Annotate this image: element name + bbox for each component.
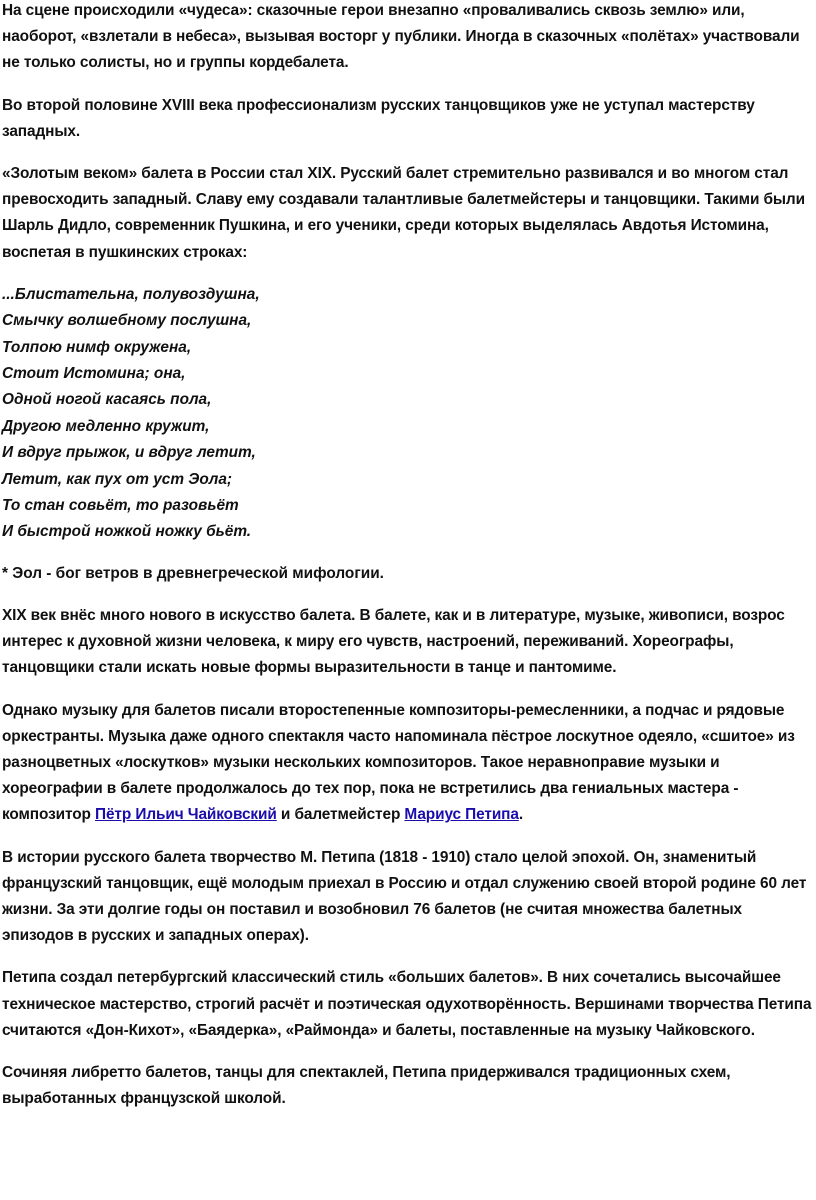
footnote-eol: * Эол - бог ветров в древнегреческой мифологии. — [2, 564, 384, 582]
paragraph-text: и балетмейстер — [276, 806, 405, 824]
poem-line: И быстрой ножкой ножку бьёт. — [2, 523, 252, 541]
poem-istomina — [2, 282, 814, 546]
paragraph-19th-century-new: XIX век внёс много нового в искусство балета. В балете, как и в литературе, музыке, живописи, возрос интерес к духовной жизни человека, к миру его чувств, настроений, переживаний. Хореографы, танцовщики стали искать новые формы выразительности в танце и пантомиме. — [2, 606, 785, 677]
paragraph-text: . — [518, 806, 524, 824]
poem-line: То стан совьёт, то разовьёт — [2, 497, 239, 515]
paragraph-18th-century: Во второй половине XVIII века профессионализм русских танцовщиков уже не уступал мастерству западных. — [2, 96, 755, 140]
paragraph-text: Однако музыку для балетов писали второстепенные композиторы-ремесленники, а подчас и рядовые оркестранты. Музыка даже одного спектакля часто напоминала пёстрое лоскутное одеяло, «сшитое» из разноцветных «лоскутков» музыки нескольких композиторов. Такое неравноправие музыки и хореографии в балете продолжалось до тех пор, пока не встретились два гениальных мастера - композитор — [2, 701, 795, 824]
paragraph-music-for-ballets — [2, 698, 814, 829]
poem-line: ...Блистательна, полувоздушна, — [2, 285, 260, 303]
poem-line: Смычку волшебному послушна, — [2, 312, 252, 330]
link-petipa[interactable]: Мариус Петипа — [404, 806, 519, 824]
document-page — [2, 0, 814, 1128]
paragraph-libretto: Сочиняя либретто балетов, танцы для спектаклей, Петипа придерживался традиционных схем, выработанных французской школой. — [2, 1063, 731, 1108]
poem-line: Толпою нимф окружена, — [2, 338, 192, 356]
paragraph-petipa-style: Петипа создал петербургский классический стиль «больших балетов». В них сочетались высочайшее техническое мастерство, строгий расчёт и поэтическая одухотворённость. Вершинами творчества Петипа считаются «Дон-Кихот», «Баядерка», «Раймонда» и балеты, поставленные на музыку Чайковского. — [2, 969, 812, 1039]
paragraph-stage-miracles: На сцене происходили «чудеса»: сказочные герои внезапно «проваливались сквозь землю» или, наоборот, «взлетали в небеса», вызывая восторг у публики. Иногда в сказочных «полётах» участвовали не только солисты, но и группы кордебалета. — [2, 2, 800, 72]
poem-line: Одной ногой касаясь пола, — [2, 391, 212, 409]
poem-line: Летит, как пух от уст Эола; — [2, 470, 233, 488]
poem-line: И вдруг прыжок, и вдруг летит, — [2, 444, 256, 462]
poem-line: Другою медленно кружит, — [2, 417, 210, 435]
poem-line: Стоит Истомина; она, — [2, 365, 186, 383]
link-tchaikovsky[interactable]: Пётр Ильич Чайковский — [95, 806, 277, 824]
paragraph-golden-age: «Золотым веком» балета в России стал XIX. Русский балет стремительно развивался и во многом стал превосходить западный. Славу ему создавали талантливые балетмейстеры и танцовщики. Такими были Шарль Дидло, современник Пушкина, и его ученики, среди которых выделялась Авдотья Истомина, воспетая в пушкинских строках: — [2, 165, 805, 261]
paragraph-petipa-era: В истории русского балета творчество М. Петипа (1818 - 1910) стало целой эпохой. Он, знаменитый французский танцовщик, ещё молодым приехал в Россию и отдал служению своей второй родине 60 лет жизни. За эти долгие годы он поставил и возобновил 76 балетов (не считая множества балетных эпизодов в русских и западных операх). — [2, 848, 807, 945]
